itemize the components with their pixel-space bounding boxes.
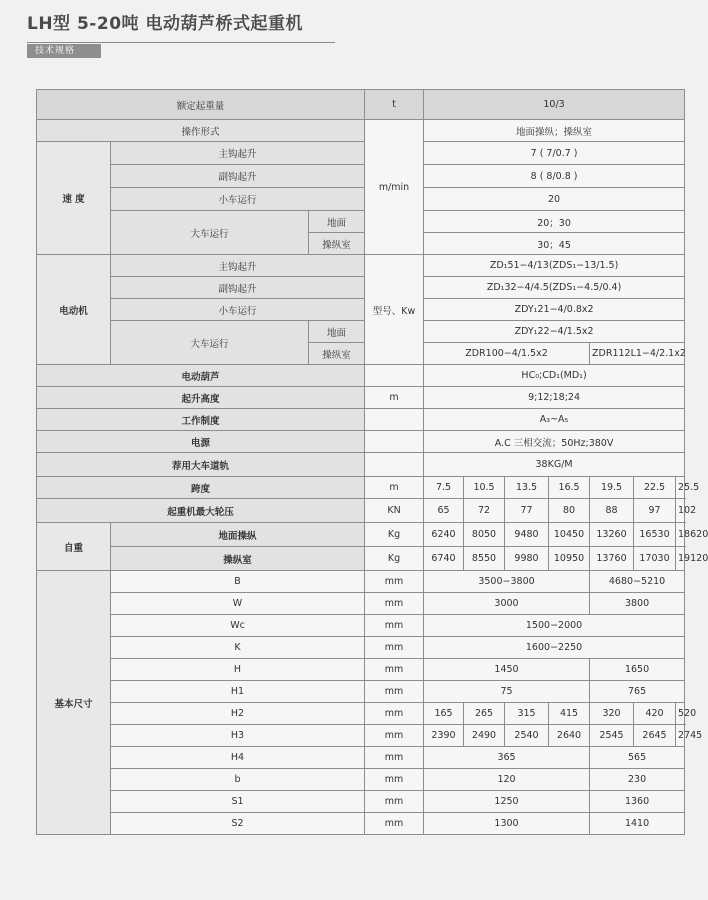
cell-value: 102 bbox=[676, 499, 685, 523]
cell-unit: mm bbox=[365, 791, 424, 813]
table-row bbox=[37, 453, 685, 477]
cell-value: 1300 bbox=[424, 813, 590, 835]
cell-value: A.C 三相交流；50Hz;380V bbox=[424, 431, 685, 453]
cell-value: 4680−5210 bbox=[590, 571, 685, 593]
cell-unit: mm bbox=[365, 615, 424, 637]
cell-label: 地面操纵 bbox=[111, 523, 365, 547]
cell-value: 10950 bbox=[549, 547, 590, 571]
cell-value: 1360 bbox=[590, 791, 685, 813]
group-label: 电动机 bbox=[37, 255, 111, 365]
cell-value: 320 bbox=[590, 703, 634, 725]
cell-value: 80 bbox=[549, 499, 590, 523]
cell-label: 小车运行 bbox=[111, 299, 365, 321]
cell-value: 10450 bbox=[549, 523, 590, 547]
cell-label: 电动葫芦 bbox=[37, 365, 365, 387]
cell-unit: mm bbox=[365, 637, 424, 659]
table-row bbox=[37, 747, 685, 769]
cell-value: 1600−2250 bbox=[424, 637, 685, 659]
table-row bbox=[37, 90, 685, 120]
cell-label: H3 bbox=[111, 725, 365, 747]
table-row bbox=[37, 477, 685, 499]
cell-value: 13.5 bbox=[505, 477, 549, 499]
cell-value: 2545 bbox=[590, 725, 634, 747]
table-row bbox=[37, 637, 685, 659]
cell-value: 20；30 bbox=[424, 211, 685, 233]
cell-value: 365 bbox=[424, 747, 590, 769]
cell-value: 65 bbox=[424, 499, 464, 523]
cell-value: 3800 bbox=[590, 593, 685, 615]
cell-label: S1 bbox=[111, 791, 365, 813]
table-row bbox=[37, 725, 685, 747]
cell-value: 17030 bbox=[634, 547, 676, 571]
title-underline bbox=[27, 42, 335, 43]
cell-sublabel: 地面 bbox=[309, 321, 365, 343]
cell-unit: mm bbox=[365, 593, 424, 615]
cell-value: 97 bbox=[634, 499, 676, 523]
table-row bbox=[37, 431, 685, 453]
cell-label: 副钩起升 bbox=[111, 165, 365, 188]
table-row bbox=[37, 211, 685, 233]
table-row bbox=[37, 813, 685, 835]
group-label: 速 度 bbox=[37, 142, 111, 255]
cell-value: 13760 bbox=[590, 547, 634, 571]
cell-unit: m bbox=[365, 477, 424, 499]
cell-unit: m bbox=[365, 387, 424, 409]
cell-value: 165 bbox=[424, 703, 464, 725]
cell-unit: t bbox=[365, 90, 424, 120]
cell-value: 10/3 bbox=[424, 90, 685, 120]
cell-value: 18620 bbox=[676, 523, 685, 547]
cell-unit: mm bbox=[365, 725, 424, 747]
table-row bbox=[37, 681, 685, 703]
cell-label: W bbox=[111, 593, 365, 615]
cell-label: 工作制度 bbox=[37, 409, 365, 431]
cell-label: Wc bbox=[111, 615, 365, 637]
cell-value: 230 bbox=[590, 769, 685, 791]
cell-value: 38KG/M bbox=[424, 453, 685, 477]
cell-label: 大车运行 bbox=[111, 211, 309, 255]
cell-sublabel: 操纵室 bbox=[309, 233, 365, 255]
cell-value: 75 bbox=[424, 681, 590, 703]
cell-value: 地面操纵；操纵室 bbox=[424, 120, 685, 142]
cell-value: 19120 bbox=[676, 547, 685, 571]
cell-label: 起升高度 bbox=[37, 387, 365, 409]
cell-value: A₃~A₅ bbox=[424, 409, 685, 431]
table-row bbox=[37, 769, 685, 791]
cell-label: 跨度 bbox=[37, 477, 365, 499]
table-row bbox=[37, 120, 685, 142]
cell-unit: 型号、Kw bbox=[365, 255, 424, 365]
cell-value: 7 ( 7/0.7 ) bbox=[424, 142, 685, 165]
cell-label: 起重机最大轮压 bbox=[37, 499, 365, 523]
table-row bbox=[37, 593, 685, 615]
cell-value: 8 ( 8/0.8 ) bbox=[424, 165, 685, 188]
cell-label: 主钩起升 bbox=[111, 255, 365, 277]
cell-unit bbox=[365, 453, 424, 477]
section-tab: 技术规格 bbox=[27, 44, 101, 58]
spec-table bbox=[36, 89, 708, 835]
cell-value: 22.5 bbox=[634, 477, 676, 499]
cell-value: 1450 bbox=[424, 659, 590, 681]
cell-sublabel: 操纵室 bbox=[309, 343, 365, 365]
cell-value: 16.5 bbox=[549, 477, 590, 499]
cell-value: 25.5 bbox=[676, 477, 685, 499]
cell-label: 操纵室 bbox=[111, 547, 365, 571]
cell-value: ZD₁32−4/4.5(ZDS₁−4.5/0.4) bbox=[424, 277, 685, 299]
cell-unit: mm bbox=[365, 659, 424, 681]
cell-unit: KN bbox=[365, 499, 424, 523]
cell-label: B bbox=[111, 571, 365, 593]
cell-unit bbox=[365, 409, 424, 431]
cell-value: 9480 bbox=[505, 523, 549, 547]
cell-label: 操作形式 bbox=[37, 120, 365, 142]
cell-value: 1250 bbox=[424, 791, 590, 813]
cell-value: 8050 bbox=[464, 523, 505, 547]
table-row bbox=[37, 409, 685, 431]
cell-value: 7.5 bbox=[424, 477, 464, 499]
table-row bbox=[37, 165, 685, 188]
table-row bbox=[37, 615, 685, 637]
cell-value: 1410 bbox=[590, 813, 685, 835]
table-row bbox=[37, 547, 685, 571]
cell-label: S2 bbox=[111, 813, 365, 835]
cell-label: 主钩起升 bbox=[111, 142, 365, 165]
cell-label: H1 bbox=[111, 681, 365, 703]
table-row bbox=[37, 499, 685, 523]
cell-value: 2645 bbox=[634, 725, 676, 747]
cell-value: 565 bbox=[590, 747, 685, 769]
cell-label: H bbox=[111, 659, 365, 681]
cell-value: 2745 bbox=[676, 725, 685, 747]
cell-sublabel: 地面 bbox=[309, 211, 365, 233]
cell-value: 16530 bbox=[634, 523, 676, 547]
cell-value: 2490 bbox=[464, 725, 505, 747]
table-row bbox=[37, 321, 685, 343]
table-row bbox=[37, 299, 685, 321]
cell-label: b bbox=[111, 769, 365, 791]
table-row bbox=[37, 255, 685, 277]
cell-value: 9;12;18;24 bbox=[424, 387, 685, 409]
cell-value: 20 bbox=[424, 188, 685, 211]
table-row bbox=[37, 659, 685, 681]
cell-label: H2 bbox=[111, 703, 365, 725]
cell-unit: mm bbox=[365, 571, 424, 593]
cell-value: 19.5 bbox=[590, 477, 634, 499]
cell-value: 2540 bbox=[505, 725, 549, 747]
cell-unit: Kg bbox=[365, 523, 424, 547]
cell-unit: mm bbox=[365, 681, 424, 703]
table-row bbox=[37, 188, 685, 211]
cell-value: 88 bbox=[590, 499, 634, 523]
cell-value: 6740 bbox=[424, 547, 464, 571]
cell-value: ZDY₁21−4/0.8x2 bbox=[424, 299, 685, 321]
cell-value: 30；45 bbox=[424, 233, 685, 255]
cell-value: 72 bbox=[464, 499, 505, 523]
table-row bbox=[37, 523, 685, 547]
cell-value: 77 bbox=[505, 499, 549, 523]
table-row bbox=[37, 277, 685, 299]
cell-value: ZDR112L1−4/2.1x2 bbox=[590, 343, 685, 365]
table-row bbox=[37, 142, 685, 165]
table-row bbox=[37, 703, 685, 725]
cell-label: 荐用大车道轨 bbox=[37, 453, 365, 477]
cell-value: 420 bbox=[634, 703, 676, 725]
cell-unit bbox=[365, 431, 424, 453]
cell-label: 大车运行 bbox=[111, 321, 309, 365]
cell-value: ZDR100−4/1.5x2 bbox=[424, 343, 590, 365]
cell-label: K bbox=[111, 637, 365, 659]
cell-unit: mm bbox=[365, 769, 424, 791]
cell-value: 9980 bbox=[505, 547, 549, 571]
table-row bbox=[37, 571, 685, 593]
cell-label: 电源 bbox=[37, 431, 365, 453]
cell-value: ZD₁51−4/13(ZDS₁−13/1.5) bbox=[424, 255, 685, 277]
cell-unit: Kg bbox=[365, 547, 424, 571]
cell-value: 1500−2000 bbox=[424, 615, 685, 637]
cell-label: H4 bbox=[111, 747, 365, 769]
group-label: 基本尺寸 bbox=[37, 571, 111, 835]
cell-unit: mm bbox=[365, 813, 424, 835]
cell-value: 3000 bbox=[424, 593, 590, 615]
cell-value: 2390 bbox=[424, 725, 464, 747]
cell-unit bbox=[365, 365, 424, 387]
cell-value: 315 bbox=[505, 703, 549, 725]
cell-label: 副钩起升 bbox=[111, 277, 365, 299]
group-label: 自重 bbox=[37, 523, 111, 571]
cell-value: 10.5 bbox=[464, 477, 505, 499]
cell-value: 120 bbox=[424, 769, 590, 791]
cell-value: 13260 bbox=[590, 523, 634, 547]
cell-value: 765 bbox=[590, 681, 685, 703]
cell-label: 额定起重量 bbox=[37, 90, 365, 120]
cell-unit: mm bbox=[365, 747, 424, 769]
cell-unit: m/min bbox=[365, 120, 424, 255]
cell-value: 1650 bbox=[590, 659, 685, 681]
cell-value: 6240 bbox=[424, 523, 464, 547]
table-row bbox=[37, 387, 685, 409]
page-title: LH型 5-20吨 电动葫芦桥式起重机 bbox=[27, 14, 303, 34]
cell-value: 3500−3800 bbox=[424, 571, 590, 593]
cell-value: 8550 bbox=[464, 547, 505, 571]
table-row bbox=[37, 365, 685, 387]
cell-value: HC₀;CD₁(MD₁) bbox=[424, 365, 685, 387]
cell-label: 小车运行 bbox=[111, 188, 365, 211]
cell-value: 520 bbox=[676, 703, 685, 725]
cell-value: 2640 bbox=[549, 725, 590, 747]
cell-value: ZDY₁22−4/1.5x2 bbox=[424, 321, 685, 343]
cell-value: 415 bbox=[549, 703, 590, 725]
cell-unit: mm bbox=[365, 703, 424, 725]
cell-value: 265 bbox=[464, 703, 505, 725]
table-row bbox=[37, 791, 685, 813]
